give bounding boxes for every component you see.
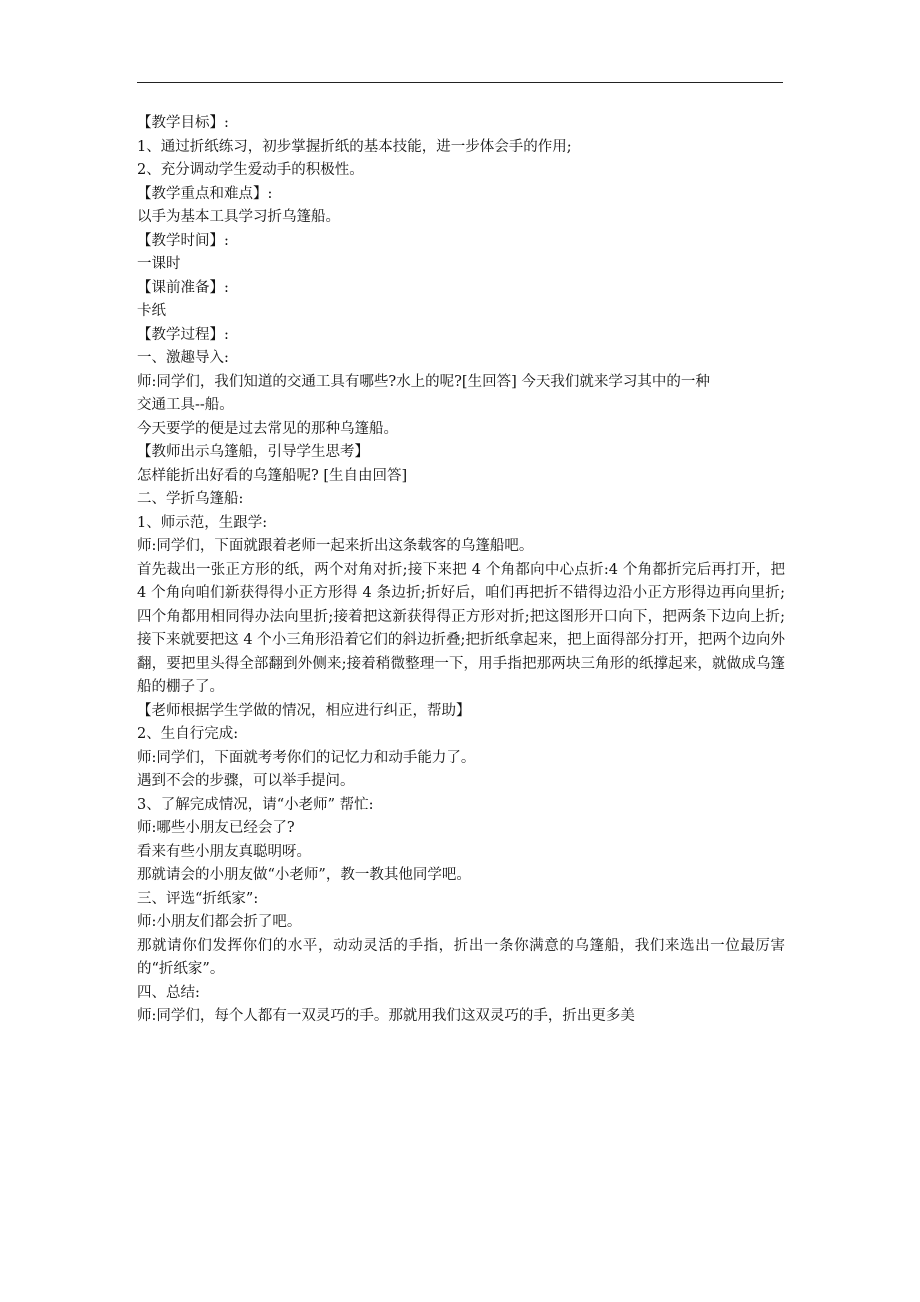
text-line: 2、充分调动学生爱动手的积极性。 (137, 162, 364, 178)
text-line: 卡纸 (137, 303, 166, 319)
text-line: 四、总结: (137, 984, 200, 1001)
text-line: 1、通过折纸练习，初步掌握折纸的基本技能，进一步体会手的作用; (137, 138, 572, 155)
text-line: 【教学目标】: (137, 115, 229, 131)
lesson-lines-part1 (137, 112, 785, 559)
text-line: 一、激趣导入: (137, 350, 229, 366)
text-line: 遇到不会的步骤，可以举手提问。 (137, 773, 355, 789)
lesson-lines-part2 (137, 700, 785, 935)
lesson-lines-closing (137, 982, 785, 1029)
text-line: 三、评选“折纸家”: (137, 890, 259, 907)
text-line: 师:小朋友们都会折了吧。 (137, 914, 302, 930)
text-line: 【教学过程】: (137, 326, 229, 343)
text-line: 以手为基本工具学习折乌篷船。 (137, 209, 340, 225)
text-line: 今天要学的便是过去常见的那种乌篷船。 (137, 420, 398, 437)
final-paragraph: 那就请你们发挥你们的水平，动动灵活的手指，折出一条你满意的乌篷船，我们来选出一位最厉害的“折纸家”。 (137, 937, 785, 977)
text-line: 师:同学们，下面就跟着老师一起来折出这条载客的乌篷船吧。 (137, 538, 534, 554)
header-rule (137, 82, 783, 83)
text-line: 【教师出示乌篷船，引导学生思考】 (137, 444, 369, 460)
text-line: 【教学时间】: (137, 232, 229, 249)
text-line: 那就请会的小朋友做“小老师”，教一教其他同学吧。 (137, 867, 471, 883)
text-line: 【教学重点和难点】: (137, 185, 273, 202)
text-line: 交通工具--船。 (137, 397, 234, 413)
text-line: 二、学折乌篷船: (137, 491, 244, 507)
text-line: 师:同学们，每个人都有一双灵巧的手。那就用我们这双灵巧的手，折出更多美 (137, 1008, 635, 1024)
text-line: 师:哪些小朋友已经会了? (137, 820, 295, 836)
text-line: 【老师根据学生学做的情况，相应进行纠正，帮助】 (137, 702, 471, 719)
text-line: 【课前准备】: (137, 279, 229, 296)
document-body (137, 112, 785, 1029)
text-line: 师:同学们，下面就考考你们的记忆力和动手能力了。 (137, 749, 476, 766)
text-line: 3、了解完成情况，请“小老师” 帮忙: (137, 796, 374, 813)
text-line: 师:同学们，我们知道的交通工具有哪些?水上的呢?[生回答] 今天我们就来学习其中的一种 (137, 373, 710, 390)
text-line: 看来有些小朋友真聪明呀。 (137, 843, 311, 860)
text-line: 2、生自行完成: (137, 726, 239, 742)
text-line: 怎样能折出好看的乌篷船呢? [生自由回答] (137, 467, 408, 484)
text-line: 1、师示范，生跟学: (137, 514, 268, 531)
text-line: 一课时 (137, 256, 181, 272)
fold-steps-paragraph: 首先裁出一张正方形的纸，两个对角对折;接下来把 4 个角都向中心点折:4 个角都折完后再打开，把 4 个角向咱们新获得得小正方形得 4 条边折;折好后，咱们再把折不错得边沿小正方形得边再向里折;四个角都用相同得办法向里折;接着把这新获得得正方形对折;把这图形开口向下，把两条下边向上折;接下来就要把这 4 个小三角形沿着它们的斜边折叠;把折纸拿起来，把上面得部分打开，把两个边向外翻，要把里头得全部翻到外侧来;接着稍微整理一下，用手指把那两块三角形的纸撑起来，就做成乌篷船的棚子了。 (137, 561, 785, 695)
